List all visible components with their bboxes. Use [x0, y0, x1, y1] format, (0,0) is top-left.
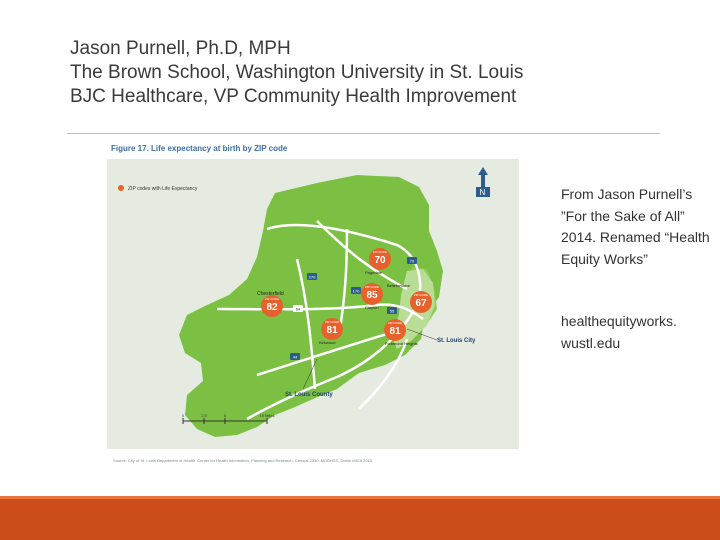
svg-text:64: 64 [295, 306, 301, 312]
place-bellefontaine: Bellefontaine [387, 283, 411, 288]
svg-text:81: 81 [389, 326, 401, 337]
svg-text:ZIP CODE: ZIP CODE [264, 297, 280, 301]
place-clayton: Clayton [365, 305, 379, 310]
svg-text:ZIP CODE: ZIP CODE [387, 321, 403, 325]
svg-text:70: 70 [409, 258, 415, 264]
highway-shield [407, 257, 417, 264]
presenter-role: BJC Healthcare, VP Community Health Improvement [70, 86, 517, 107]
svg-text:67: 67 [415, 298, 427, 309]
svg-text:44: 44 [292, 354, 298, 360]
place-chesterfield: Chesterfield [257, 291, 284, 297]
svg-text:170: 170 [352, 288, 360, 294]
svg-text:55: 55 [389, 308, 395, 314]
svg-text:ZIP CODE: ZIP CODE [324, 320, 340, 324]
zip-marker [361, 283, 383, 305]
figure-title: Figure 17. Life expectancy at birth by ZIP code [111, 144, 288, 153]
place-kirkwood: Kirkwood [319, 340, 336, 345]
zip-marker [384, 319, 406, 341]
svg-text:ZIP CODE: ZIP CODE [413, 293, 429, 297]
place-st-louis-county: St. Louis County [285, 392, 333, 398]
zip-marker [261, 295, 283, 317]
legend-marker [118, 185, 124, 191]
place-richmond: Richmond Heights [385, 341, 418, 346]
svg-text:0: 0 [181, 413, 185, 418]
zip-marker [321, 318, 343, 340]
svg-text:5: 5 [223, 413, 227, 418]
highway-shield [307, 273, 317, 280]
zip-marker [410, 291, 432, 313]
footer-accent [0, 496, 720, 499]
svg-text:270: 270 [308, 274, 316, 280]
place-pagedale: Pagedale [365, 270, 382, 275]
header-divider [67, 133, 660, 134]
svg-text:10 Miles: 10 Miles [259, 413, 275, 418]
highway-shield [293, 305, 303, 312]
highway-shield [290, 353, 300, 360]
svg-text:ZIP CODE: ZIP CODE [364, 285, 380, 289]
website-url[interactable]: healthequityworks. wustl.edu [561, 313, 677, 351]
map-panel [107, 159, 519, 449]
presenter-affiliation: The Brown School, Washington University in St. Louis [70, 62, 524, 83]
svg-text:81: 81 [326, 325, 338, 336]
highway-shield [387, 307, 397, 314]
st-louis-map [107, 159, 519, 449]
svg-text:70: 70 [374, 255, 386, 266]
presenter-header [70, 37, 670, 109]
footer-bar [0, 496, 720, 540]
place-st-louis-city: St. Louis City [437, 338, 476, 344]
svg-text:ZIP CODE: ZIP CODE [372, 250, 388, 254]
presenter-name: Jason Purnell, Ph.D, MPH [70, 38, 291, 59]
side-notes [561, 184, 711, 354]
svg-text:85: 85 [366, 290, 378, 301]
svg-text:82: 82 [266, 302, 278, 313]
zip-marker [369, 248, 391, 270]
svg-text:2.5: 2.5 [201, 413, 207, 418]
highway-shield [351, 287, 361, 294]
attribution-note: From Jason Purnell’s ”For the Sake of All” 2014. Renamed “Health Equity Works” [561, 186, 710, 267]
north-arrow-icon [476, 167, 490, 197]
legend-label: ZIP codes with Life Expectancy [128, 186, 198, 192]
life-expectancy-figure [107, 139, 519, 466]
figure-source: Source: City of St. Louis Department of Health, Center for Health Information, Planning and Research; Census 2010; MODHSS, Death MICA 2013 [113, 458, 373, 463]
svg-text:N: N [479, 188, 486, 197]
